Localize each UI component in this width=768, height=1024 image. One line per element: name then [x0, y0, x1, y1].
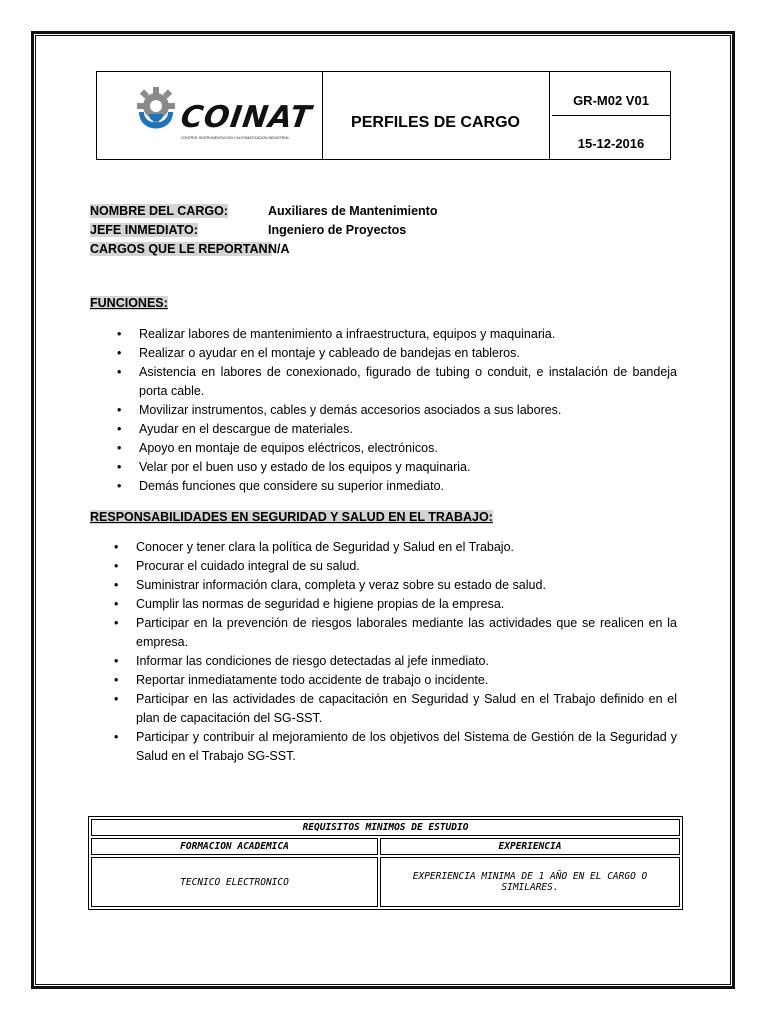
list-item: • Ayudar en el descargue de materiales.	[117, 422, 353, 436]
logo-tagline: CONTROL INSTRUMENTACION Y AUTOMATIZACION INDUSTRIAL	[181, 136, 290, 140]
list-item: • Realizar labores de mantenimiento a infraestructura, equipos y maquinaria.	[117, 327, 556, 341]
col-header-formacion: FORMACION ACADEMICA	[91, 838, 378, 855]
list-item: • Realizar o ayudar en el montaje y cableado de bandejas en tableros.	[117, 346, 520, 360]
gear-logo-icon	[135, 84, 181, 146]
list-item: • Conocer y tener clara la política de Seguridad y Salud en el Trabajo.	[114, 540, 515, 554]
document-code: GR-M02 V01	[552, 72, 670, 116]
funciones-list	[117, 325, 677, 496]
document-header	[96, 71, 671, 160]
document-date: 15-12-2016	[577, 136, 645, 151]
list-item: • Apoyo en montaje de equipos eléctricos, electrónicos.	[117, 441, 438, 455]
field-cargos-reportan	[90, 242, 290, 256]
list-item: • Demás funciones que considere su superior inmediato.	[117, 479, 445, 493]
list-item: • Reportar inmediatamente todo accidente de trabajo o incidente.	[114, 673, 489, 687]
field-value: Auxiliares de Mantenimiento	[268, 204, 438, 218]
list-item: • Asistencia en labores de conexionado, figurado de tubing o conduit, e instalación de bandeja porta cable.	[117, 365, 677, 398]
field-value: N/A	[268, 242, 290, 256]
logo-wordmark: COINAT	[178, 100, 315, 135]
document-title: PERFILES DE CARGO	[322, 72, 550, 159]
list-item: • Movilizar instrumentos, cables y demás accesorios asociados a sus labores.	[117, 403, 562, 417]
list-item: • Informar las condiciones de riesgo detectadas al jefe inmediato.	[114, 654, 489, 668]
list-item: • Velar por el buen uso y estado de los equipos y maquinaria.	[117, 460, 471, 474]
field-label: NOMBRE DEL CARGO:	[90, 204, 228, 218]
cell-experiencia-value: EXPERIENCIA MINIMA DE 1 AÑO EN EL CARGO O SIMILARES.	[380, 857, 680, 907]
logo-cell	[97, 72, 323, 159]
field-label: JEFE INMEDIATO:	[90, 223, 198, 237]
field-nombre-cargo	[90, 204, 438, 218]
section-title-funciones: FUNCIONES:	[90, 296, 168, 310]
list-item: • Cumplir las normas de seguridad e higiene propias de la empresa.	[114, 597, 505, 611]
list-item: • Procurar el cuidado integral de su salud.	[114, 559, 360, 573]
field-value: Ingeniero de Proyectos	[268, 223, 407, 237]
cell-formacion-value: TECNICO ELECTRONICO	[91, 857, 378, 907]
list-item: • Suministrar información clara, completa y veraz sobre su estado de salud.	[114, 578, 546, 592]
list-item: • Participar en la prevención de riesgos laborales mediante las actividades que se realicen en la empresa.	[114, 616, 677, 649]
requisitos-table	[88, 816, 683, 910]
section-title-responsabilidades: RESPONSABILIDADES EN SEGURIDAD Y SALUD EN EL TRABAJO:	[90, 510, 493, 524]
list-item: • Participar en las actividades de capacitación en Seguridad y Salud en el Trabajo definido en el plan de capacitación del SG-SST.	[114, 692, 677, 725]
field-jefe-inmediato	[90, 223, 407, 237]
list-item: • Participar y contribuir al mejoramiento de los objetivos del Sistema de Gestión de la Seguridad y Salud en el Trabajo SG-SST.	[114, 730, 677, 763]
field-label: CARGOS QUE LE REPORTAN:	[90, 242, 272, 256]
requisitos-title: REQUISITOS MINIMOS DE ESTUDIO	[91, 819, 680, 836]
responsabilidades-list	[114, 538, 677, 766]
col-header-experiencia: EXPERIENCIA	[380, 838, 680, 855]
